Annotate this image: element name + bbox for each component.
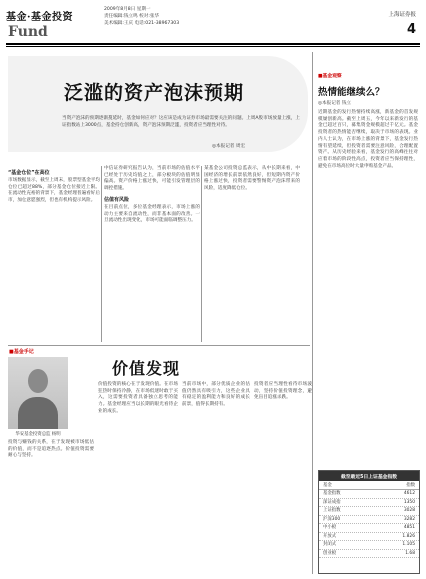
section-heading: 估值有风险 bbox=[104, 196, 130, 203]
paper-name: 上海证券报 bbox=[388, 12, 416, 18]
photo-caption: 华安基金投资总监 杨明 bbox=[15, 432, 61, 437]
table-row bbox=[319, 490, 419, 499]
table-row bbox=[319, 507, 419, 516]
table-cell: 3282 bbox=[403, 516, 415, 522]
header-meta-line: 责任编辑:钱立鸣 校对:张华 bbox=[104, 14, 160, 19]
table-cell: 3028 bbox=[403, 508, 415, 513]
article-column bbox=[104, 166, 200, 225]
section-name: Fund bbox=[8, 24, 48, 40]
article-title: 价值发现 bbox=[112, 359, 181, 378]
header-meta bbox=[104, 6, 284, 27]
table-row bbox=[319, 541, 419, 550]
article-title: 泛滥的资产泡沫预期 bbox=[64, 82, 245, 104]
section-body: 某基金公司投资总监表示，从中长期来看，中国经济的增长前景依然良好，但短期内资产价格上涨过快，投资者需要警惕资产泡沫带来的风险，适度降低仓位。 bbox=[204, 166, 300, 192]
table-cell: 创业板 bbox=[323, 550, 337, 556]
section-tag: ■基金手记 bbox=[9, 349, 34, 355]
section-divider bbox=[8, 345, 310, 346]
section-body: 在目前点位，多位基金经理表示，市场上涨的动力主要来自流动性，而非基本面的改善。一旦流动性出现变化，市场可能面临调整压力。 bbox=[104, 204, 200, 224]
table-cell: 沪深300 bbox=[323, 516, 341, 522]
table-cell: 中小板 bbox=[323, 525, 337, 530]
table-row bbox=[319, 499, 419, 508]
table-row bbox=[319, 550, 419, 559]
table-row bbox=[319, 516, 419, 525]
table-cell: 4851 bbox=[403, 525, 415, 530]
table-row bbox=[319, 524, 419, 533]
article-column: 价值投资的核心在于发现价值。在市场狂热时保持冷静，在市场低迷时敢于买入，这需要投资者具备独立思考的能力。基金经理应当以长期的眼光看待企业的成长。 bbox=[98, 382, 178, 414]
author-photo bbox=[8, 357, 68, 429]
section-tag: ■基金观察 bbox=[318, 74, 342, 79]
data-table bbox=[318, 470, 420, 574]
table-cell: 上证指数 bbox=[323, 508, 341, 513]
section-body: 市场数据显示，截至上周末，股票型基金平均仓位已超过88%，部分基金仓位接近上限。在流动性充裕的背景下，基金经理普遍看好后市，加仓意愿强烈，但也有机构提示风险。 bbox=[8, 178, 100, 204]
table-header bbox=[319, 481, 419, 490]
table-cell: 1.68 bbox=[405, 550, 415, 556]
article-column bbox=[204, 166, 300, 193]
table-cell: 1.105 bbox=[402, 542, 415, 547]
table-cell: 深证成指 bbox=[323, 499, 341, 505]
table-title: 截至最近5日上证基金指数 bbox=[319, 471, 419, 481]
article-body: 近期基金的发行热情持续高涨，新基金的首发规模屡创新高。截至上周五，今年以来新发行的基金已超过百只，募集资金规模超过千亿元。基金投资者的热情能否继续，取决于市场的表现。业内人士认为，在市场上涨的背景下，基金发行热情有望延续，但投资者需要注意风险，合理配置资产。从历史经验来看，基金发行的高峰往往对应着市场的阶段性高点，投资者应当保持理性，避免在市场高位时大量申购基金产品。 bbox=[318, 110, 418, 169]
article-author: ◎本报记者 钱立 bbox=[318, 101, 352, 106]
header-meta-line: 美术编辑:王庆 电话:021-38967303 bbox=[104, 21, 180, 26]
table-cell: 封闭式 bbox=[323, 542, 337, 547]
table-cell: 4612 bbox=[403, 491, 415, 496]
table-cell: 开放式 bbox=[323, 533, 337, 539]
page-header bbox=[6, 2, 420, 46]
article-column: 投资者应当理性看待市场波动，坚持价值投资理念，避免盲目追涨杀跌。 bbox=[254, 382, 312, 401]
photo-body bbox=[18, 397, 58, 429]
section-body: 中信证券研究报告认为，当前市场的估值水平已经处于历史均值之上，部分板块的估值明显偏高。资产价格上涨过快，可能引发管理层的调控措施。 bbox=[104, 166, 200, 192]
article-column: 当前市场中，部分优质企业的估值仍然具有吸引力，这些企业具有稳定的盈利能力和良好的成长前景，值得长期持有。 bbox=[182, 382, 250, 408]
page-number: 4 bbox=[406, 22, 416, 37]
article-author: ◎本报记者 周宏 bbox=[212, 144, 246, 149]
article-lead: 当资产泡沫的预期逐渐蔓延时，基金如何应对？这应该是成为证券市场最需要关注的问题。上周A股市场放量上涨，上证指数站上3000点，基金持仓创新高，资产泡沫预期泛滥，投资者应当理性对待。 bbox=[62, 116, 300, 128]
article-title: 热情能继续么？ bbox=[318, 87, 385, 98]
column-divider bbox=[101, 166, 102, 342]
table-header-cell: 基金 bbox=[323, 483, 332, 488]
header-meta-line: 2009年8月8日 星期一 bbox=[104, 7, 151, 12]
article-column bbox=[8, 166, 100, 205]
column-divider bbox=[201, 166, 202, 342]
column-divider bbox=[312, 52, 313, 574]
table-cell: 基金指数 bbox=[323, 491, 341, 496]
brand-title: 基金·基金投资 bbox=[6, 12, 73, 23]
header-rule bbox=[6, 43, 420, 45]
photo-head bbox=[28, 369, 48, 393]
header-rule-thin bbox=[6, 46, 420, 47]
table-row bbox=[319, 533, 419, 542]
section-heading: “基金仓位”在高位 bbox=[8, 170, 50, 176]
table-cell: 1.826 bbox=[402, 533, 415, 539]
table-header-cell: 指数 bbox=[406, 483, 415, 488]
article-lead: 投资与赚钱的关系，在于发现被市场低估的价值，而不是追逐热点。价值投资需要耐心与坚持。 bbox=[8, 440, 94, 459]
table-cell: 1350 bbox=[403, 499, 415, 505]
